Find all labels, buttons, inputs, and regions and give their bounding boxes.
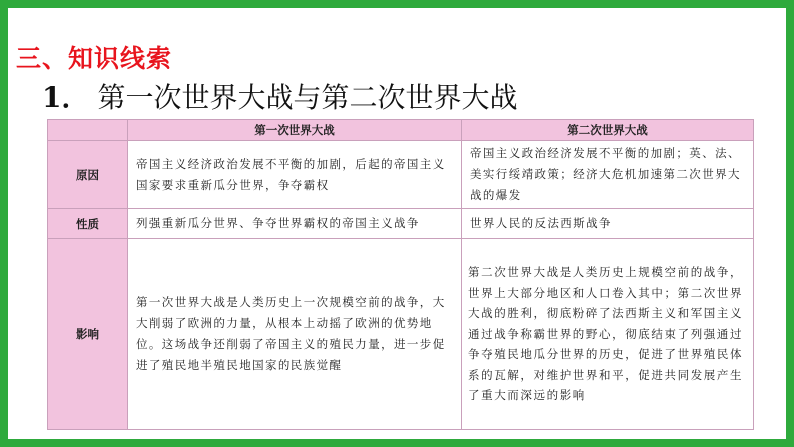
- subtitle-text: 第一次世界大战与第二次世界大战: [97, 81, 518, 114]
- row-label-nature: 性质: [48, 209, 128, 239]
- cell-ww2-impact: 第二次世界大战是人类历史上规模空前的战争，世界上大部分地区和人口卷入其中；第二次世界大战的胜利，彻底粉碎了法西斯主义和军国主义通过战争称霸世界的野心，彻底结束了列强通过争夺殖民地瓜分世界的历史，促进了世界殖民体系的瓦解，对维护世界和平，促进共同发展产生了重大而深远的影响: [462, 239, 754, 430]
- subtitle-number: 1．: [42, 81, 90, 114]
- row-label-impact: 影响: [48, 239, 128, 430]
- subtitle: [42, 80, 518, 116]
- cell-ww2-nature: 世界人民的反法西斯战争: [462, 209, 754, 239]
- section-title: 三、知识线索: [16, 44, 173, 73]
- cell-ww2-cause: 帝国主义政治经济发展不平衡的加剧；英、法、美实行绥靖政策；经济大危机加速第二次世界大战的爆发: [462, 141, 754, 209]
- header-ww2: 第二次世界大战: [462, 120, 754, 141]
- row-label-cause: 原因: [48, 141, 128, 209]
- table-row-nature: [48, 209, 754, 239]
- table-row-impact: [48, 239, 754, 430]
- cell-ww1-cause: 帝国主义经济政治发展不平衡的加剧，后起的帝国主义国家要求重新瓜分世界，争夺霸权: [128, 141, 462, 209]
- table-header-row: [48, 120, 754, 141]
- header-corner: [48, 120, 128, 141]
- header-ww1: 第一次世界大战: [128, 120, 462, 141]
- comparison-table: [47, 119, 754, 430]
- cell-ww1-impact: 第一次世界大战是人类历史上一次规模空前的战争，大大削弱了欧洲的力量，从根本上动摇了欧洲的优势地位。这场战争还削弱了帝国主义的殖民力量，进一步促进了殖民地半殖民地国家的民族觉醒: [128, 239, 462, 430]
- table-row-cause: [48, 141, 754, 209]
- cell-ww1-nature: 列强重新瓜分世界、争夺世界霸权的帝国主义战争: [128, 209, 462, 239]
